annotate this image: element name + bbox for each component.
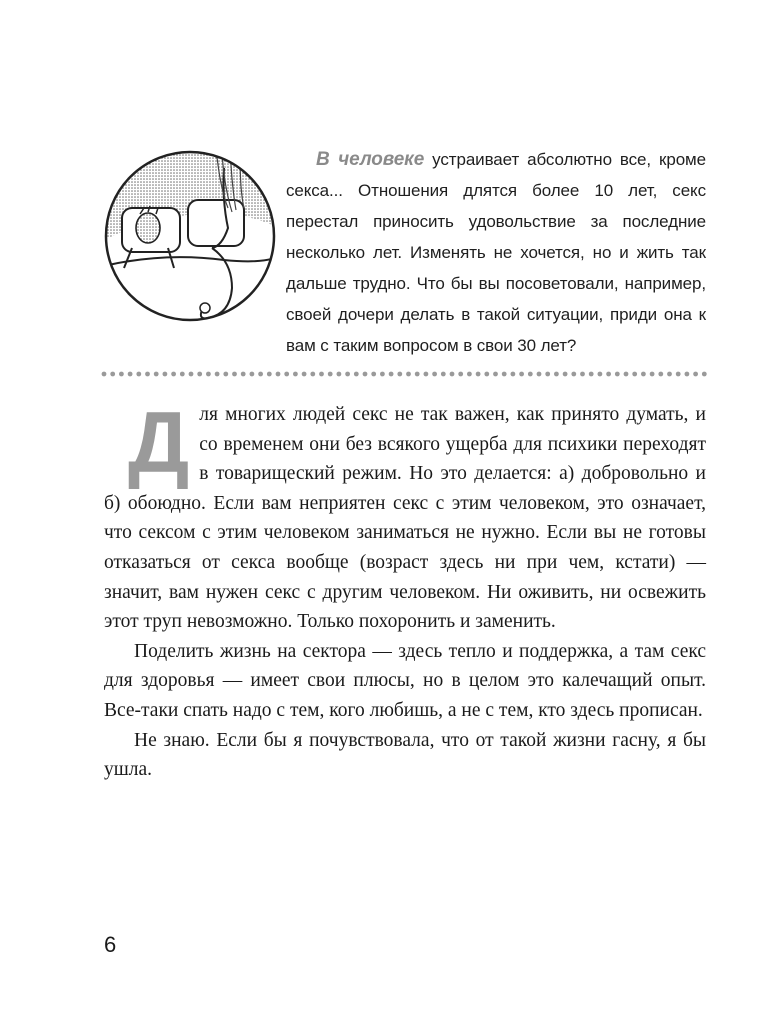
divider-dot [171, 372, 176, 377]
divider-dot [128, 372, 133, 377]
divider-dot [606, 372, 611, 377]
divider-dot [554, 372, 559, 377]
divider-dot [580, 372, 585, 377]
reader-question [286, 144, 706, 361]
divider-dot [511, 372, 516, 377]
divider-dot [658, 372, 663, 377]
divider-dot [284, 372, 289, 377]
divider-dot [537, 372, 542, 377]
divider-dot [458, 372, 463, 377]
divider-dot [354, 372, 359, 377]
page-number: 6 [104, 932, 117, 957]
divider-dot [415, 372, 420, 377]
author-answer [104, 395, 706, 785]
answer-paragraph-1: ля многих людей секс не так важен, как принято думать, и со временем они без всякого ущерба для психики переходят в товарищеский режим. Но это делается: а) добровольно и б) обоюдно. Если вам неприятен секс с этим человеком, это означает, что сексом с этим человеком заниматься не нужно. Если вы не готовы отказаться от секса вообще (возраст здесь ни при чем, кстати) — значит, вам нужен секс с другим человеком. Ни оживить, ни освежить этот труп невозможно. Только похоронить и заменить. [104, 404, 706, 633]
divider-dot [110, 372, 115, 377]
divider-dot [232, 372, 237, 377]
divider-dot [624, 372, 629, 377]
drop-cap: Д [128, 395, 190, 491]
divider-dot [345, 372, 350, 377]
divider-dot [328, 372, 333, 377]
divider-dot [424, 372, 429, 377]
divider-dot [676, 372, 681, 377]
divider-dot [693, 372, 698, 377]
divider-dot [502, 372, 507, 377]
question-lead-word: В человеке [316, 149, 425, 170]
question-text: устраивает абсолютно все, кроме секса... Отношения длятся более 10 лет, секс перестал приносить удовольствие за последние несколько лет. Изменять не хочется, но и жить так дальше трудно. Что бы вы посоветовали, например, своей дочери делать в такой ситуации, приди она к вам с таким вопросом в свои 30 лет? [286, 150, 706, 355]
divider-dot [154, 372, 159, 377]
divider-dot [163, 372, 168, 377]
divider-dot [389, 372, 394, 377]
divider-dot [667, 372, 672, 377]
divider-dot [250, 372, 255, 377]
divider-dot [337, 372, 342, 377]
divider-dot [650, 372, 655, 377]
divider-dot [685, 372, 690, 377]
divider-dot [441, 372, 446, 377]
divider-dot [310, 372, 315, 377]
divider-dot [119, 372, 124, 377]
divider-dot [615, 372, 620, 377]
divider-dot [206, 372, 211, 377]
divider-dot [136, 372, 141, 377]
divider-dot [258, 372, 263, 377]
circular-illustration [104, 148, 280, 358]
divider-dot [223, 372, 228, 377]
divider-dot [319, 372, 324, 377]
divider-dot [432, 372, 437, 377]
divider-dot [267, 372, 272, 377]
divider-dot [406, 372, 411, 377]
divider-dot [293, 372, 298, 377]
divider-dot [397, 372, 402, 377]
divider-dot [276, 372, 281, 377]
divider-dot [632, 372, 637, 377]
divider-dot [180, 372, 185, 377]
dotted-divider [100, 370, 712, 378]
divider-dot [371, 372, 376, 377]
divider-dot [197, 372, 202, 377]
divider-dot [380, 372, 385, 377]
divider-dot [363, 372, 368, 377]
divider-dot [528, 372, 533, 377]
divider-dot [145, 372, 150, 377]
divider-dot [476, 372, 481, 377]
divider-dot [241, 372, 246, 377]
answer-paragraph-2: Поделить жизнь на сектора — здесь тепло и поддержка, а там секс для здоровья — имеет свои плюсы, но в целом это калечащий опыт. Все-таки спать надо с тем, кого любишь, а не с тем, кто здесь прописан. [104, 640, 706, 721]
divider-dot [598, 372, 603, 377]
divider-dot [189, 372, 194, 377]
divider-dot [215, 372, 220, 377]
divider-dot [102, 372, 107, 377]
divider-dot [702, 372, 707, 377]
divider-dot [641, 372, 646, 377]
divider-dot [519, 372, 524, 377]
divider-dot [467, 372, 472, 377]
divider-dot [484, 372, 489, 377]
divider-dot [493, 372, 498, 377]
divider-dot [563, 372, 568, 377]
divider-dot [545, 372, 550, 377]
divider-dot [571, 372, 576, 377]
answer-paragraph-3: Не знаю. Если бы я почувствовала, что от такой жизни гасну, я бы ушла. [104, 729, 706, 781]
divider-dot [450, 372, 455, 377]
divider-dot [589, 372, 594, 377]
divider-dot [302, 372, 307, 377]
